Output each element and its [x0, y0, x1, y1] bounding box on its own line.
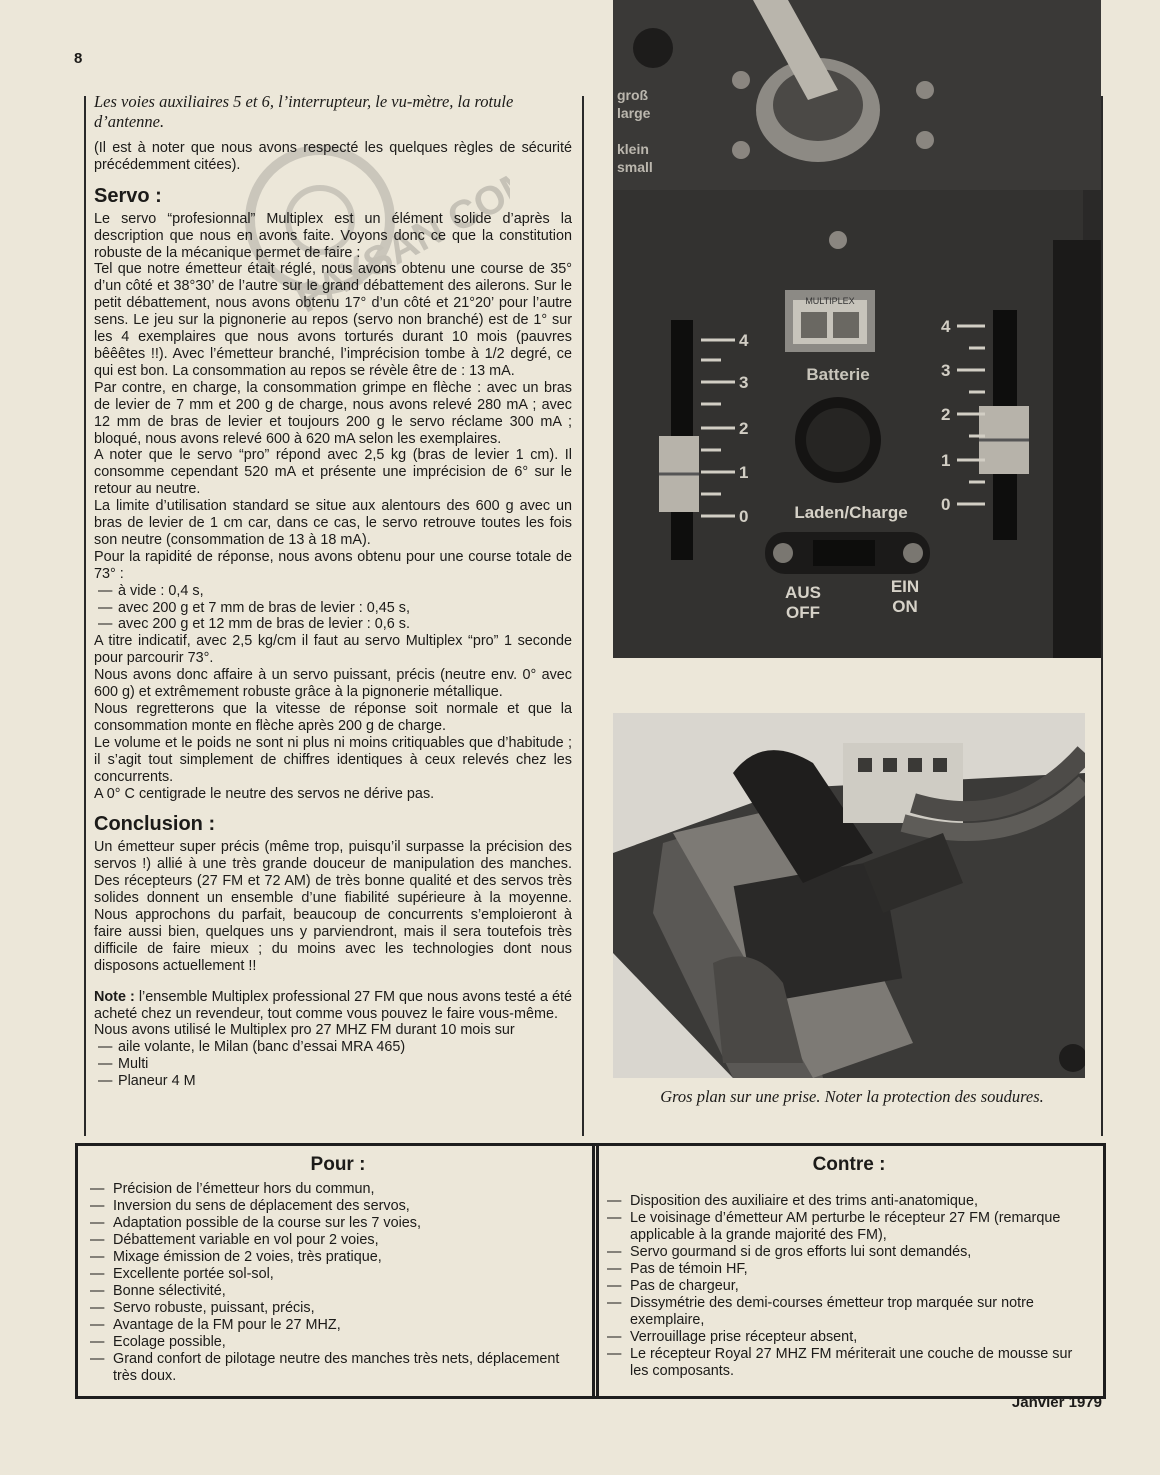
scale-left-label: 3 — [739, 373, 749, 392]
list-item: — Le récepteur Royal 27 MHZ FM mériterait une couche de mousse sur les composants. — [607, 1346, 1073, 1379]
note-paragraph — [94, 989, 572, 1023]
list-item: — Ecolage possible, — [90, 1334, 226, 1350]
scale-left-label: 1 — [739, 463, 749, 482]
pour-box — [75, 1143, 599, 1399]
servo-paragraph: Tel que notre émetteur était réglé, nous avons obtenu une course de 35° d’un côté et 38°30’ de l’autre sur le grand débattement des ailerons. Sur le petit débattement, nous avons obtenu 17° d’un côté et 21°20’ pour l’autre sens. Le jeu sur la pignonerie au repos (servo non branché) est de 1° sur les 4 exemplaires que nous avons torturés durant 10 mois (pauvres bêêêtes !!). Avec l’émetteur branché, l’imprécision tombe à 1/2 degré, ce qui est bon. La consommation au repos se révèle être de : 13 mA. — [94, 261, 572, 379]
list-item: — Planeur 4 M — [98, 1073, 196, 1090]
list-item: — Pas de chargeur, — [607, 1278, 739, 1294]
list-item: — avec 200 g et 7 mm de bras de levier : 0,45 s, — [98, 599, 410, 616]
servo-paragraph: A noter que le servo “pro” répond avec 2,5 kg (bras de levier 1 cm). Il consomme cependant 520 mA et présente une imprécision de 6° sur le retour au neutre. — [94, 447, 572, 498]
list-item: — Pas de témoin HF, — [607, 1261, 748, 1277]
conclusion-heading: Conclusion : — [94, 813, 216, 836]
note-label: Note : — [94, 988, 135, 1005]
photo-caption-top: Les voies auxiliaires 5 et 6, l’interrupteur, le vu-mètre, la rotule d’antenne. — [94, 92, 514, 131]
label-ein: EIN — [890, 577, 920, 596]
list-item: — Avantage de la FM pour le 27 MHZ, — [90, 1317, 341, 1333]
footer-date: Janvier 1979 — [1011, 1394, 1102, 1411]
list-item: — Adaptation possible de la course sur les 7 voies, — [90, 1215, 421, 1231]
meter-brand: MULTIPLEX — [805, 296, 855, 306]
servo-heading: Servo : — [94, 184, 162, 207]
contre-title: Contre : — [812, 1154, 886, 1175]
servo-paragraph: La limite d’utilisation standard se situe aux alentours des 600 g avec un bras de levier de 1 cm car, dans ce cas, le servo retrouve toutes les fois son neutre (consommation de 13 à 18 mA). — [94, 498, 572, 548]
list-item: — Mixage émission de 2 voies, très pratique, — [90, 1249, 382, 1265]
servo-paragraph: Par contre, en charge, la consommation grimpe en flèche : avec un bras de levier de 7 mm et 200 g de charge, nous avons relevé 280 mA ; avec 12 mm de bras de levier et toujours 200 g le servo réclame 300 mA ; bloqué, nous avons relevé 600 à 620 mA selon les exemplaires. — [94, 379, 572, 447]
label-klein: klein — [617, 141, 649, 157]
transmitter-panel-photo — [613, 0, 1101, 658]
label-laden: Laden/Charge — [794, 503, 908, 522]
label-small: small — [617, 159, 653, 175]
list-item: — Débattement variable en vol pour 2 voies, — [90, 1232, 379, 1248]
pour-title: Pour : — [310, 1154, 366, 1175]
scale-right-label: 2 — [941, 405, 951, 424]
servo-paragraph: Le volume et le poids ne sont ni plus ni moins critiquables que d’habitude ; il s’agit tout simplement de chiffres identiques à ceux relevés chez les concurrents. — [94, 734, 572, 785]
contre-list — [607, 1193, 1091, 1380]
conclusion-paragraph: Nous avons utilisé le Multiplex pro 27 MHZ FM durant 10 mois sur — [94, 1022, 515, 1039]
column-rule-left — [84, 96, 86, 1136]
list-item: — aile volante, le Milan (banc d’essai MRA 465) — [98, 1039, 406, 1056]
list-item: — Disposition des auxiliaire et des trims anti-anatomique, — [607, 1193, 978, 1209]
scale-left-label: 4 — [739, 331, 749, 350]
list-item: — Servo gourmand si de gros efforts lui sont demandés, — [607, 1244, 972, 1260]
conclusion-paragraph: Un émetteur super précis (même trop, puisqu’il surpasse la précision des servos !) allié à une très grande douceur de manipulation des manches. Des récepteurs (27 FM et 72 AM) de très bonne qualité et des servos très solides donnent un ensemble d’une fiabilité supérieure à la moyenne. Nous approchons du parfait, beaucoup de concurrents s’emploieront à faire aussi bien, quelques uns y parviendront, mais il sera toutefois très difficile de faire mieux ; du moins avec les technologies dont nous disposons actuellement !! — [94, 839, 572, 974]
list-item: — Verrouillage prise récepteur absent, — [607, 1329, 858, 1345]
list-item: — à vide : 0,4 s, — [98, 582, 204, 599]
list-item: — Excellente portée sol-sol, — [90, 1266, 274, 1282]
label-off: OFF — [786, 603, 820, 622]
list-item: — Dissymétrie des demi-courses émetteur trop marquée sur notre exemplaire, — [607, 1295, 1034, 1328]
safety-note: (Il est à noter que nous avons respecté les quelques règles de sécurité précédemment citées). — [94, 140, 572, 173]
list-item: — Précision de l’émetteur hors du commun, — [90, 1181, 375, 1197]
pour-list — [90, 1181, 586, 1385]
list-item: — Multi — [98, 1056, 149, 1073]
watermark-text: PAYSAN COM — [289, 158, 510, 320]
list-item: — Le voisinage d’émetteur AM perturbe le récepteur 27 FM (remarque applicable à la grande majorité des FM), — [607, 1210, 1061, 1243]
note-text: l’ensemble Multiplex professional 27 FM que nous avons testé a été acheté chez un revendeur, tout comme vous pouvez le faire vous-même. — [94, 988, 572, 1022]
photo-caption-bottom: Gros plan sur une prise. Noter la protection des soudures. — [660, 1087, 1044, 1106]
scale-right-label: 4 — [941, 317, 951, 336]
label-gross: groß — [617, 87, 649, 103]
servo-paragraph: Nous regretterons que la vitesse de réponse soit normale et que la consommation monte en flèche après 200 g de charge. — [94, 701, 572, 734]
label-batterie: Batterie — [806, 365, 870, 384]
list-item: — avec 200 g et 12 mm de bras de levier : 0,6 s. — [98, 616, 410, 633]
list-item: — Servo robuste, puissant, précis, — [90, 1300, 315, 1316]
label-large: large — [617, 105, 651, 121]
scale-left-label: 0 — [739, 507, 749, 526]
list-item: — Bonne sélectivité, — [90, 1283, 226, 1299]
scale-right-label: 0 — [941, 495, 951, 514]
column-rule-middle — [582, 96, 584, 1136]
list-item: — Grand confort de pilotage neutre des manches très nets, déplacement très doux. — [90, 1351, 560, 1384]
scale-right-label: 3 — [941, 361, 951, 380]
column-rule-right — [1101, 96, 1103, 1136]
scale-right-label: 1 — [941, 451, 951, 470]
servo-paragraph: A 0° C centigrade le neutre des servos ne dérive pas. — [94, 785, 435, 802]
label-aus: AUS — [785, 583, 821, 602]
label-on: ON — [892, 597, 918, 616]
list-item: — Inversion du sens de déplacement des servos, — [90, 1198, 410, 1214]
servo-paragraph: Nous avons donc affaire à un servo puissant, précis (neutre env. 0° avec 600 g) et extrêmement robuste grâce à la pignonerie métallique. — [94, 667, 572, 701]
servo-paragraph: Pour la rapidité de réponse, nous avons obtenu pour une course totale de 73° : — [94, 548, 572, 582]
servo-paragraph: A titre indicatif, avec 2,5 kg/cm il faut au servo Multiplex “pro” 1 seconde pour parcourir 73°. — [94, 633, 572, 667]
article-text-column — [94, 92, 572, 1090]
contre-box — [592, 1143, 1106, 1399]
connector-closeup-photo — [613, 713, 1085, 1078]
servo-paragraph: Le servo “profesionnal” Multiplex est un élément solide d’après la description que nous en avons faite. Voyons donc ce que la constitution robuste de la mécanique permet de faire : — [94, 210, 572, 261]
scale-left-label: 2 — [739, 419, 749, 438]
page-number: 8 — [74, 50, 83, 67]
